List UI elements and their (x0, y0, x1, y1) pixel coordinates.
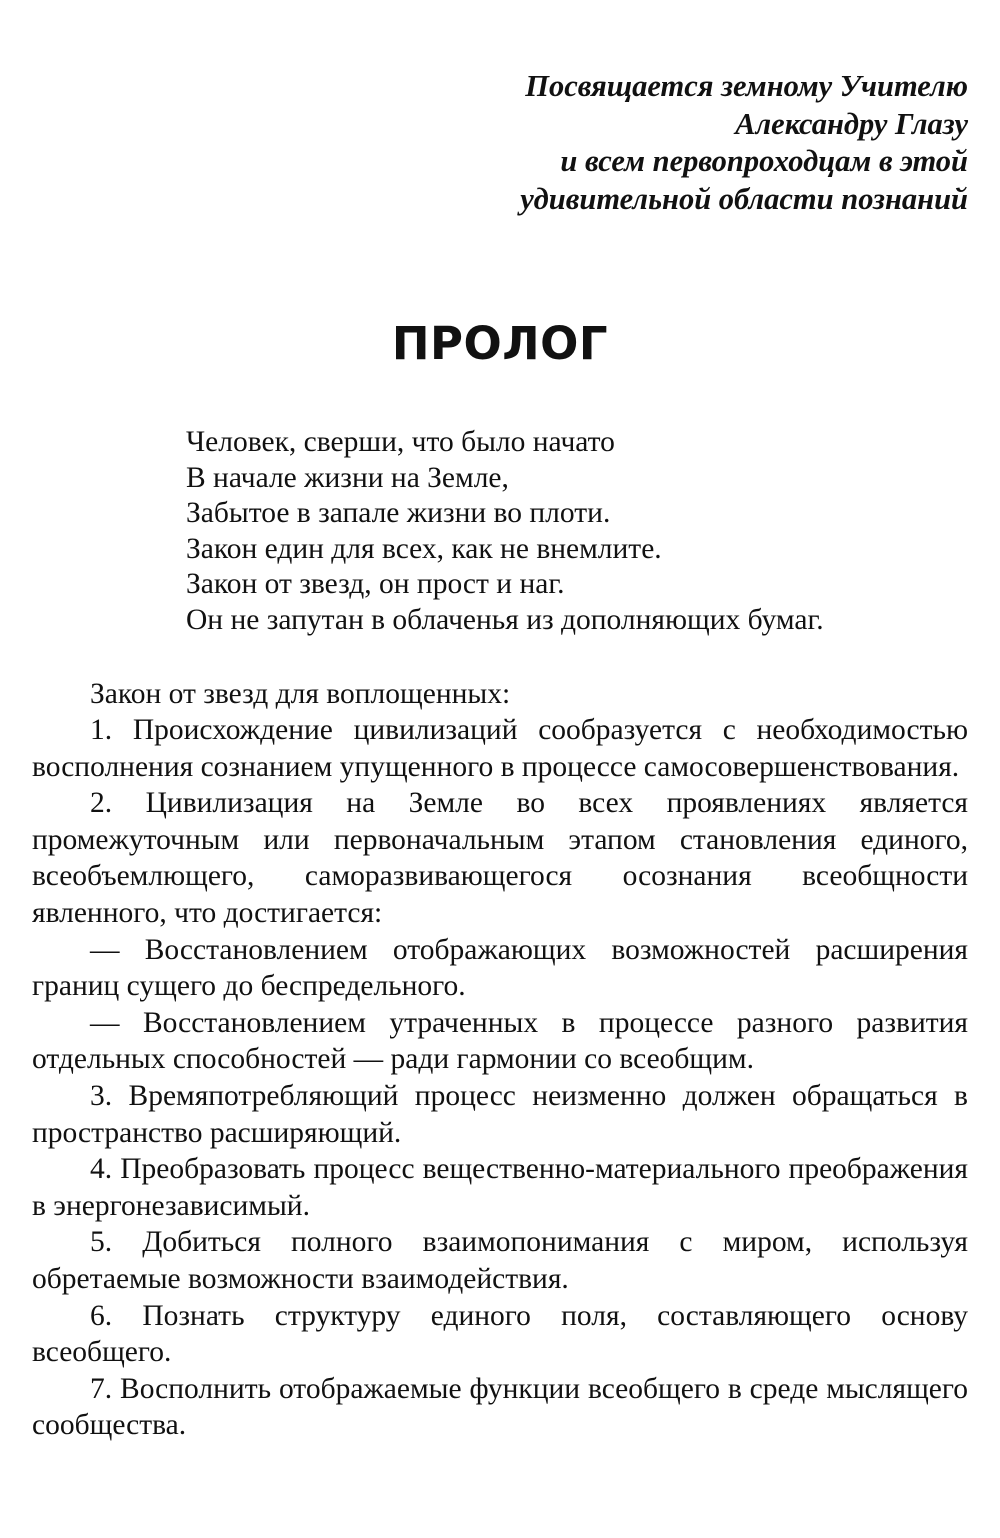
law-intro: Закон от звезд для воплощенных: (90, 678, 511, 710)
dedication (520, 68, 968, 218)
poem-line: Закон един для всех, как не внемлите. (186, 532, 662, 565)
law-paragraph: 3. Времяпотребляющий процесс неизменно должен обращаться в пространство расширяющий. (32, 1079, 968, 1149)
poem-line: Человек, сверши, что было начато (186, 426, 615, 458)
dedication-line: удивительной области познаний (520, 181, 968, 216)
chapter-title: ПРОЛОГ (391, 317, 609, 370)
poem-line: Забытое в запале жизни во плоти. (186, 497, 611, 530)
law-paragraph: — Восстановлением утраченных в процессе разного развития отдельных способностей — ради гармонии со всеобщим. (32, 1006, 968, 1076)
law-paragraph: 1. Происхождение цивилизаций сообразуется с необходимостью восполнения сознанием упущенного в процессе самосовершенствования. (32, 714, 968, 783)
law-paragraph: 5. Добиться полного взаимопонимания с миром, используя обретаемые возможности взаимодействия. (32, 1226, 968, 1295)
law-paragraph: 2. Цивилизация на Земле во всех проявлениях является промежуточным или первоначальным этапом становления единого, всеобъемлющего, саморазвивающегося осознания всеобщности явленного, что достигается: (32, 787, 968, 929)
dedication-line: и всем первопроходцам в этой (560, 144, 968, 178)
law-body (32, 712, 968, 1444)
law-paragraph: — Восстановлением отображающих возможностей расширения границ сущего до беспредельного. (32, 933, 968, 1003)
epigraph-poem (186, 425, 824, 639)
dedication-line: Посвящается земному Учителю (525, 69, 968, 103)
law-paragraph: 6. Познать структуру единого поля, составляющего основу всеобщего. (32, 1299, 968, 1369)
law-paragraph: 7. Восполнить отображаемые функции всеобщего в среде мыслящего сообщества. (32, 1372, 968, 1442)
law-paragraph: 4. Преобразовать процесс вещественно-материального преображения в энергонезависимый. (32, 1153, 968, 1222)
dedication-line: Александру Глазу (735, 106, 968, 141)
poem-line: Закон от звезд, он прост и наг. (186, 568, 565, 601)
poem-line: Он не запутан в облаченья из дополняющих бумаг. (186, 603, 824, 636)
poem-line: В начале жизни на Земле, (186, 461, 509, 494)
